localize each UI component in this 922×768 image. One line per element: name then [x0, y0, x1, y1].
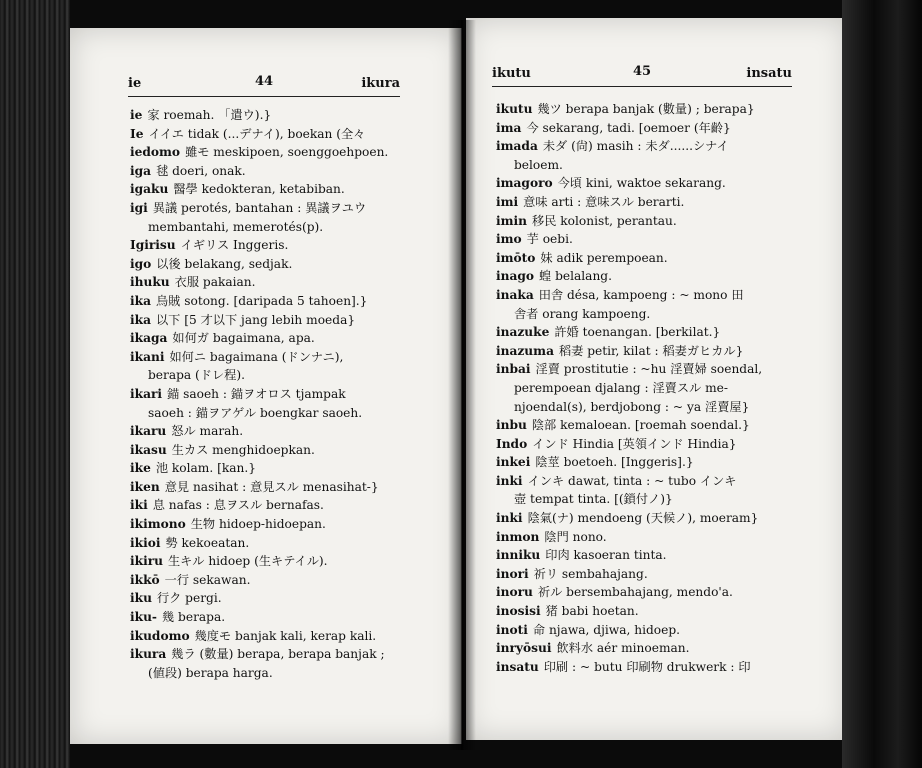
- entry-definition: 壺 tempat tinta. [(鎖付ノ)}: [514, 492, 673, 507]
- dictionary-entries: [496, 100, 796, 676]
- entry-line: [130, 162, 412, 181]
- entry-headword: Indo: [496, 436, 528, 451]
- page-number: 45: [632, 64, 652, 79]
- entry-line: [130, 143, 412, 162]
- entry-definition: 幾ツ berapa banjak (數量) ; berapa}: [537, 102, 755, 116]
- entry-headword: Igirisu: [130, 238, 176, 253]
- entry-headword: ikasu: [130, 442, 167, 457]
- entry-definition: 蝗 belalang.: [539, 269, 612, 284]
- entry-headword: imin: [496, 213, 528, 228]
- entry-headword: imōto: [496, 250, 536, 265]
- entry-line: [496, 342, 796, 361]
- header-guide-word-start: ikutu: [492, 66, 531, 81]
- entry-definition: 命 njawa, djiwa, hidoep.: [532, 622, 680, 637]
- entry-line: [130, 329, 412, 348]
- entry-headword: ikaru: [130, 424, 167, 439]
- entry-definition: 舎者 orang kampoeng.: [514, 306, 651, 321]
- entry-line: [130, 311, 412, 330]
- entry-headword: inki: [496, 511, 523, 526]
- entry-definition: perempoean djalang : 淫賣スル me-: [514, 380, 728, 395]
- entry-headword: inori: [496, 566, 529, 581]
- entry-definition: 今頃 kini, waktoe sekarang.: [557, 176, 726, 191]
- entry-definition: 以後 belakang, sedjak.: [156, 256, 293, 271]
- entry-headword: imagoro: [496, 176, 553, 191]
- entry-line: [130, 534, 412, 553]
- entry-definition: 以下 [5 才以下 jang lebih moeda}: [155, 312, 356, 327]
- entry-definition: イイエ tidak (...デナイ), boekan (全々: [148, 126, 366, 141]
- left-page: [70, 28, 462, 744]
- entry-headword: inoti: [496, 622, 528, 637]
- right-page-header: [492, 66, 792, 86]
- entry-definition: (値段) berapa harga.: [148, 665, 273, 680]
- entry-definition: 息 nafas : 息ヲスル bernafas.: [152, 498, 324, 513]
- entry-headword: inryōsui: [496, 641, 552, 656]
- entry-line: [496, 435, 796, 454]
- entry-line: [496, 249, 796, 268]
- header-guide-word-end: insatu: [746, 66, 792, 81]
- entry-line: [496, 490, 796, 509]
- entry-headword: ikimono: [130, 517, 186, 532]
- entry-line: [130, 106, 412, 125]
- entry-definition: 猪 babi hoetan.: [545, 604, 639, 619]
- entry-line: [130, 218, 412, 237]
- entry-line: [496, 100, 796, 119]
- entry-definition: 家 roemah. 「遣ウ).}: [147, 108, 272, 122]
- entry-headword: inbu: [496, 418, 527, 433]
- entry-headword: inaka: [496, 287, 534, 302]
- entry-headword: imi: [496, 194, 519, 209]
- entry-definition: 行ク pergi.: [156, 591, 222, 606]
- entry-definition: 今 sekarang, tadi. [oemoer (年齡}: [526, 120, 731, 135]
- entry-headword: inki: [496, 473, 523, 488]
- entry-headword: inbai: [496, 362, 531, 377]
- entry-line: [496, 658, 796, 677]
- entry-headword: ikutu: [496, 102, 533, 116]
- entry-line: [496, 305, 796, 324]
- entry-definition: 異議 perotés, bantahan : 異議ヲユウ: [152, 200, 367, 215]
- entry-definition: 錨 saoeh : 錨ヲオロス tjampak: [167, 386, 346, 401]
- entry-definition: 稻妻 petir, kilat : 稻妻ガヒカル}: [558, 343, 744, 358]
- entry-definition: 祈ル bersembahajang, mendo'a.: [537, 585, 733, 600]
- entry-definition: 陰門 nono.: [544, 529, 607, 544]
- entry-definition: 毬 doeri, onak.: [156, 163, 246, 178]
- entry-definition: 一行 sekawan.: [164, 572, 251, 587]
- entry-line: [130, 366, 412, 385]
- entry-headword: iki: [130, 498, 148, 513]
- entry-headword: inago: [496, 269, 535, 284]
- entry-line: [496, 546, 796, 565]
- entry-definition: 如何ニ bagaimana (ドンナニ),: [169, 349, 344, 364]
- entry-line: [496, 360, 796, 379]
- header-rule: [492, 86, 792, 87]
- entry-definition: インド Hindia [英領インド Hindia}: [532, 436, 737, 451]
- entry-headword: iedomo: [130, 145, 181, 160]
- entry-headword: inoru: [496, 585, 533, 600]
- entry-definition: 印刷 : ~ butu 印刷物 drukwerk : 印: [543, 659, 751, 674]
- entry-definition: njoendal(s), berdjobong : ~ ya 淫賣屋}: [514, 399, 750, 414]
- entry-definition: berapa (ドレ程).: [148, 368, 245, 383]
- entry-definition: 淫賣 prostitutie : ~hu 淫賣婦 soendal,: [535, 362, 763, 377]
- entry-line: [130, 292, 412, 311]
- entry-line: [496, 212, 796, 231]
- entry-line: [130, 125, 412, 144]
- entry-headword: ikura: [130, 647, 167, 662]
- entry-definition: 生カス menghidoepkan.: [171, 442, 315, 457]
- entry-headword: ikani: [130, 349, 165, 364]
- entry-line: [130, 552, 412, 571]
- header-guide-word-end: ikura: [361, 76, 400, 91]
- entry-headword: ikkō: [130, 572, 160, 587]
- entry-line: [130, 608, 412, 627]
- entry-definition: 陰氣(ナ) mendoeng (天候ノ), moeram}: [527, 511, 759, 526]
- entry-line: [130, 180, 412, 199]
- entry-line: [130, 255, 412, 274]
- book-edge-right: [842, 0, 922, 768]
- entry-headword: igo: [130, 256, 152, 271]
- entry-line: [496, 528, 796, 547]
- dictionary-entries: [130, 106, 412, 682]
- entry-definition: 池 kolam. [kan.}: [155, 461, 256, 476]
- entry-line: [496, 119, 796, 138]
- entry-definition: 勢 kekoeatan.: [165, 535, 250, 550]
- entry-definition: 田舎 désa, kampoeng : ~ mono 田: [538, 287, 744, 302]
- entry-line: [130, 496, 412, 515]
- entry-headword: ike: [130, 461, 151, 476]
- entry-definition: 幾ラ (數量) berapa, berapa banjak ;: [171, 647, 385, 662]
- entry-definition: 移民 kolonist, perantau.: [532, 213, 677, 228]
- entry-definition: saoeh : 錨ヲアゲル boengkar saoeh.: [148, 405, 363, 420]
- entry-headword: ihuku: [130, 275, 170, 290]
- entry-definition: 芋 oebi.: [526, 232, 573, 247]
- entry-line: [130, 515, 412, 534]
- entry-definition: 許婚 toenangan. [berkilat.}: [554, 325, 721, 340]
- entry-line: [496, 639, 796, 658]
- right-page: [466, 18, 848, 740]
- entry-line: [130, 459, 412, 478]
- entry-line: [496, 416, 796, 435]
- entry-definition: 幾度モ banjak kali, kerap kali.: [194, 628, 377, 643]
- entry-definition: membantahi, memerotés(p).: [148, 219, 324, 234]
- entry-definition: 意見 nasihat : 意見スル menasihat-}: [164, 479, 379, 494]
- entry-line: [130, 236, 412, 255]
- entry-line: [496, 230, 796, 249]
- entry-definition: 醫學 kedokteran, ketabiban.: [173, 182, 345, 197]
- entry-definition: 烏賊 sotong. [daripada 5 tahoen].}: [155, 293, 368, 308]
- entry-headword: inmon: [496, 529, 540, 544]
- entry-headword: imada: [496, 139, 538, 154]
- entry-line: [130, 348, 412, 367]
- entry-definition: 雖モ meskipoen, soenggoehpoen.: [185, 145, 389, 160]
- entry-line: [130, 404, 412, 423]
- entry-headword: iku: [130, 591, 152, 606]
- entry-definition: 陰部 kemaloean. [roemah soendal.}: [531, 418, 750, 433]
- entry-line: [496, 286, 796, 305]
- entry-line: [496, 565, 796, 584]
- entry-headword: insatu: [496, 659, 539, 674]
- entry-line: [130, 645, 412, 664]
- entry-definition: 陰莖 boetoeh. [Inggeris].}: [535, 455, 694, 470]
- entry-line: [130, 664, 412, 683]
- entry-definition: インキ dawat, tinta : ~ tubo インキ: [527, 473, 737, 488]
- entry-definition: 妹 adik perempoean.: [540, 250, 668, 265]
- entry-definition: 未ダ (尙) masih : 未ダ......シナイ: [542, 139, 729, 154]
- entry-headword: ika: [130, 293, 151, 308]
- entry-line: [496, 602, 796, 621]
- entry-line: [496, 323, 796, 342]
- entry-headword: inazuma: [496, 343, 554, 358]
- entry-definition: 生物 hidoep-hidoepan.: [190, 517, 326, 532]
- entry-headword: igaku: [130, 182, 169, 197]
- header-rule: [128, 96, 400, 97]
- entry-line: [130, 627, 412, 646]
- entry-line: [496, 267, 796, 286]
- page-number: 44: [254, 74, 274, 89]
- entry-definition: 祈リ sembahajang.: [533, 566, 648, 581]
- entry-definition: 生キル hidoep (生キテイル).: [168, 554, 328, 569]
- entry-headword: inazuke: [496, 325, 550, 340]
- entry-headword: igi: [130, 200, 148, 215]
- entry-line: [496, 398, 796, 417]
- entry-definition: 幾 berapa.: [162, 610, 226, 625]
- entry-line: [496, 472, 796, 491]
- entry-line: [496, 583, 796, 602]
- entry-definition: 飲料水 aér minoeman.: [556, 641, 690, 656]
- entry-headword: ima: [496, 120, 522, 135]
- entry-definition: 印肉 kasoeran tinta.: [545, 548, 667, 563]
- entry-definition: イギリス Inggeris.: [180, 238, 289, 253]
- entry-line: [496, 379, 796, 398]
- entry-headword: inniku: [496, 548, 541, 563]
- entry-headword: ika: [130, 312, 151, 327]
- entry-line: [130, 571, 412, 590]
- entry-headword: inosisi: [496, 604, 541, 619]
- entry-headword: ikioi: [130, 535, 161, 550]
- entry-headword: iga: [130, 163, 152, 178]
- entry-line: [496, 453, 796, 472]
- book-spine-left: [0, 0, 70, 768]
- entry-headword: ie: [130, 108, 143, 122]
- entry-definition: 意味 arti : 意味スル berarti.: [523, 194, 685, 209]
- entry-definition: 怒ル marah.: [171, 424, 244, 439]
- entry-line: [130, 441, 412, 460]
- entry-line: [496, 509, 796, 528]
- entry-line: [496, 174, 796, 193]
- entry-line: [496, 621, 796, 640]
- entry-line: [130, 478, 412, 497]
- entry-headword: imo: [496, 232, 522, 247]
- entry-line: [130, 199, 412, 218]
- entry-line: [496, 156, 796, 175]
- entry-line: [496, 137, 796, 156]
- entry-headword: Ie: [130, 126, 144, 141]
- entry-definition: 衣服 pakaian.: [174, 275, 256, 290]
- entry-headword: ikudomo: [130, 628, 190, 643]
- entry-definition: 如何ガ bagaimana, apa.: [172, 331, 315, 346]
- entry-definition: beloem.: [514, 157, 563, 172]
- entry-line: [130, 589, 412, 608]
- entry-headword: ikiru: [130, 554, 163, 569]
- entry-headword: inkei: [496, 455, 531, 470]
- entry-line: [130, 273, 412, 292]
- left-page-header: [128, 76, 400, 96]
- header-guide-word-start: ie: [128, 76, 142, 91]
- entry-headword: iku-: [130, 610, 157, 625]
- entry-headword: iken: [130, 479, 160, 494]
- entry-line: [496, 193, 796, 212]
- entry-headword: ikari: [130, 386, 163, 401]
- entry-line: [130, 422, 412, 441]
- entry-headword: ikaga: [130, 331, 168, 346]
- entry-line: [130, 385, 412, 404]
